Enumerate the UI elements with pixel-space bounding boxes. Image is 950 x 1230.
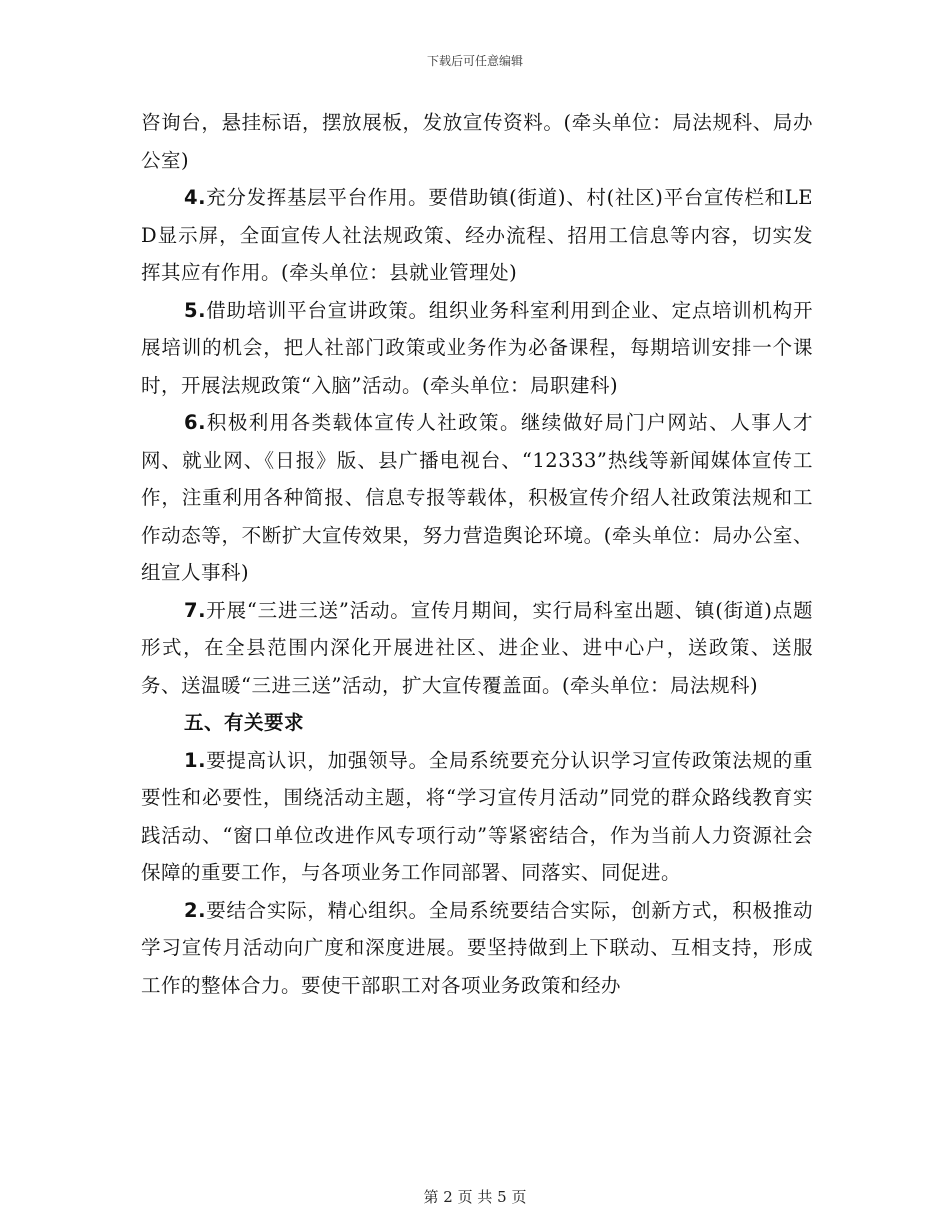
- document-body: [141, 104, 813, 1004]
- paragraph-text: 借助培训平台宣讲政策。组织业务科室利用到企业、定点培训机构开展培训的机会，把人社部门政策或业务作为必备课程，每期培训安排一个课时，开展法规政策“入脑”活动。(牵头单位：局职建科): [141, 298, 813, 397]
- paragraph-text: 开展“三进三送”活动。宣传月期间，实行局科室出题、镇(街道)点题形式，在全县范围内深化开展进社区、进企业、进中心户，送政策、送服务、送温暖“三进三送”活动，扩大宣传覆盖面。(牵头单位：局法规科): [141, 598, 813, 697]
- item-number: 5.: [184, 298, 206, 322]
- paragraph-text: 要提高认识，加强领导。全局系统要充分认识学习宣传政策法规的重要性和必要性，围绕活动主题，将“学习宣传月活动”同党的群众路线教育实践活动、“窗口单位改进作风专项行动”等紧密结合，作为当前人力资源社会保障的重要工作，与各项业务工作同部署、同落实、同促进。: [141, 748, 813, 884]
- paragraph-item-6: [141, 404, 813, 592]
- item-number: 1.: [184, 748, 206, 772]
- paragraph-text: 咨询台，悬挂标语，摆放展板，发放宣传资料。(牵头单位：局法规科、局办公室): [141, 111, 813, 172]
- paragraph-item-5: [141, 292, 813, 405]
- requirement-item-2: [141, 892, 813, 1005]
- item-number: 7.: [184, 598, 206, 622]
- page-header: 下载后可任意编辑: [426, 54, 523, 68]
- paragraph-continuation: [141, 104, 813, 179]
- requirement-item-1: [141, 742, 813, 892]
- item-number: 2.: [184, 898, 206, 922]
- paragraph-text: 充分发挥基层平台作用。要借助镇(街道)、村(社区)平台宣传栏和LED显示屏，全面宣传人社法规政策、经办流程、招用工信息等内容，切实发挥其应有作用。(牵头单位：县就业管理处): [141, 186, 813, 284]
- paragraph-item-4: [141, 179, 813, 292]
- page-footer: 第 2 页 共 5 页: [423, 1188, 527, 1206]
- item-number: 6.: [184, 411, 206, 434]
- paragraph-text: 要结合实际，精心组织。全局系统要结合实际，创新方式，积极推动学习宣传月活动向广度和深度进展。要坚持做到上下联动、互相支持，形成工作的整体合力。要使干部职工对各项业务政策和经办: [141, 898, 813, 997]
- section-heading: 五、有关要求: [184, 711, 305, 734]
- paragraph-item-7: [141, 592, 813, 705]
- item-number: 4.: [184, 186, 206, 209]
- paragraph-text: 积极利用各类载体宣传人社政策。继续做好局门户网站、人事人才网、就业网、《日报》版、县广播电视台、“12333”热线等新闻媒体宣传工作，注重利用各种简报、信息专报等载体，积极宣传介绍人社政策法规和工作动态等，不断扩大宣传效果，努力营造舆论环境。(牵头单位：局办公室、组宣人事科): [141, 411, 813, 584]
